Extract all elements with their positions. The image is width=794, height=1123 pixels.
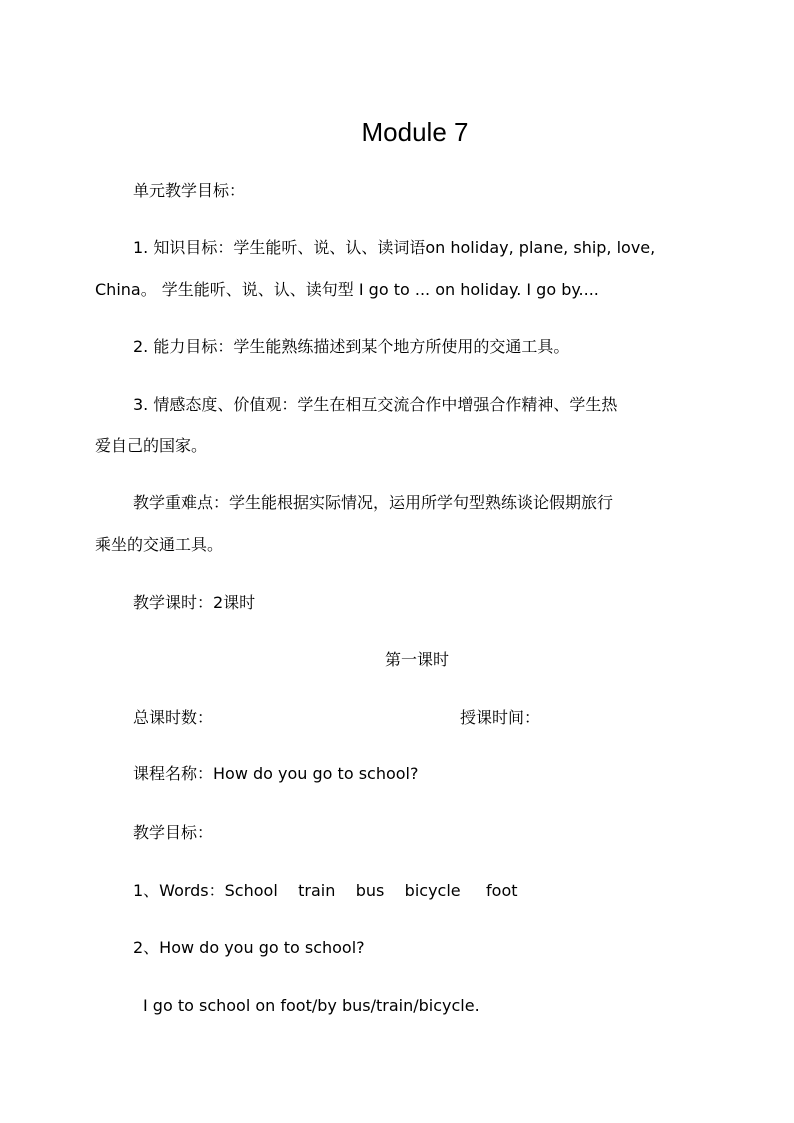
document-title: Module 7 <box>361 117 469 147</box>
difficulty-line-2: 乘坐的交通工具。 <box>95 535 224 554</box>
teaching-periods: 教学课时：2课时 <box>133 593 256 612</box>
words-line: 1、Words：School train bus bicycle foot <box>133 881 518 900</box>
course-name: 课程名称：How do you go to school? <box>133 764 419 783</box>
goal-3-line-2: 爱自己的国家。 <box>95 436 208 455</box>
sentence-line: 2、How do you go to school? <box>133 938 365 957</box>
goal-2: 2. 能力目标：学生能熟练描述到某个地方所使用的交通工具。 <box>133 337 570 356</box>
goal-1-line-1: 1. 知识目标：学生能听、说、认、读词语on holiday, plane, ship, love, <box>133 238 656 257</box>
teaching-time-label: 授课时间： <box>460 708 541 727</box>
goal-1-line-2: China。 学生能听、说、认、读句型 I go to ... on holiday. I go by.... <box>95 280 599 299</box>
total-periods-label: 总课时数： <box>133 708 214 727</box>
goal-3-line-1: 3. 情感态度、价值观：学生在相互交流合作中增强合作精神、学生热 <box>133 395 618 414</box>
objectives-heading: 教学目标： <box>133 823 214 842</box>
answer-line: I go to school on foot/by bus/train/bicycle. <box>143 996 480 1015</box>
difficulty-line-1: 教学重难点：学生能根据实际情况，运用所学句型熟练谈论假期旅行 <box>133 493 614 512</box>
unit-goals-heading: 单元教学目标： <box>133 181 246 200</box>
lesson-heading: 第一课时 <box>384 650 449 669</box>
